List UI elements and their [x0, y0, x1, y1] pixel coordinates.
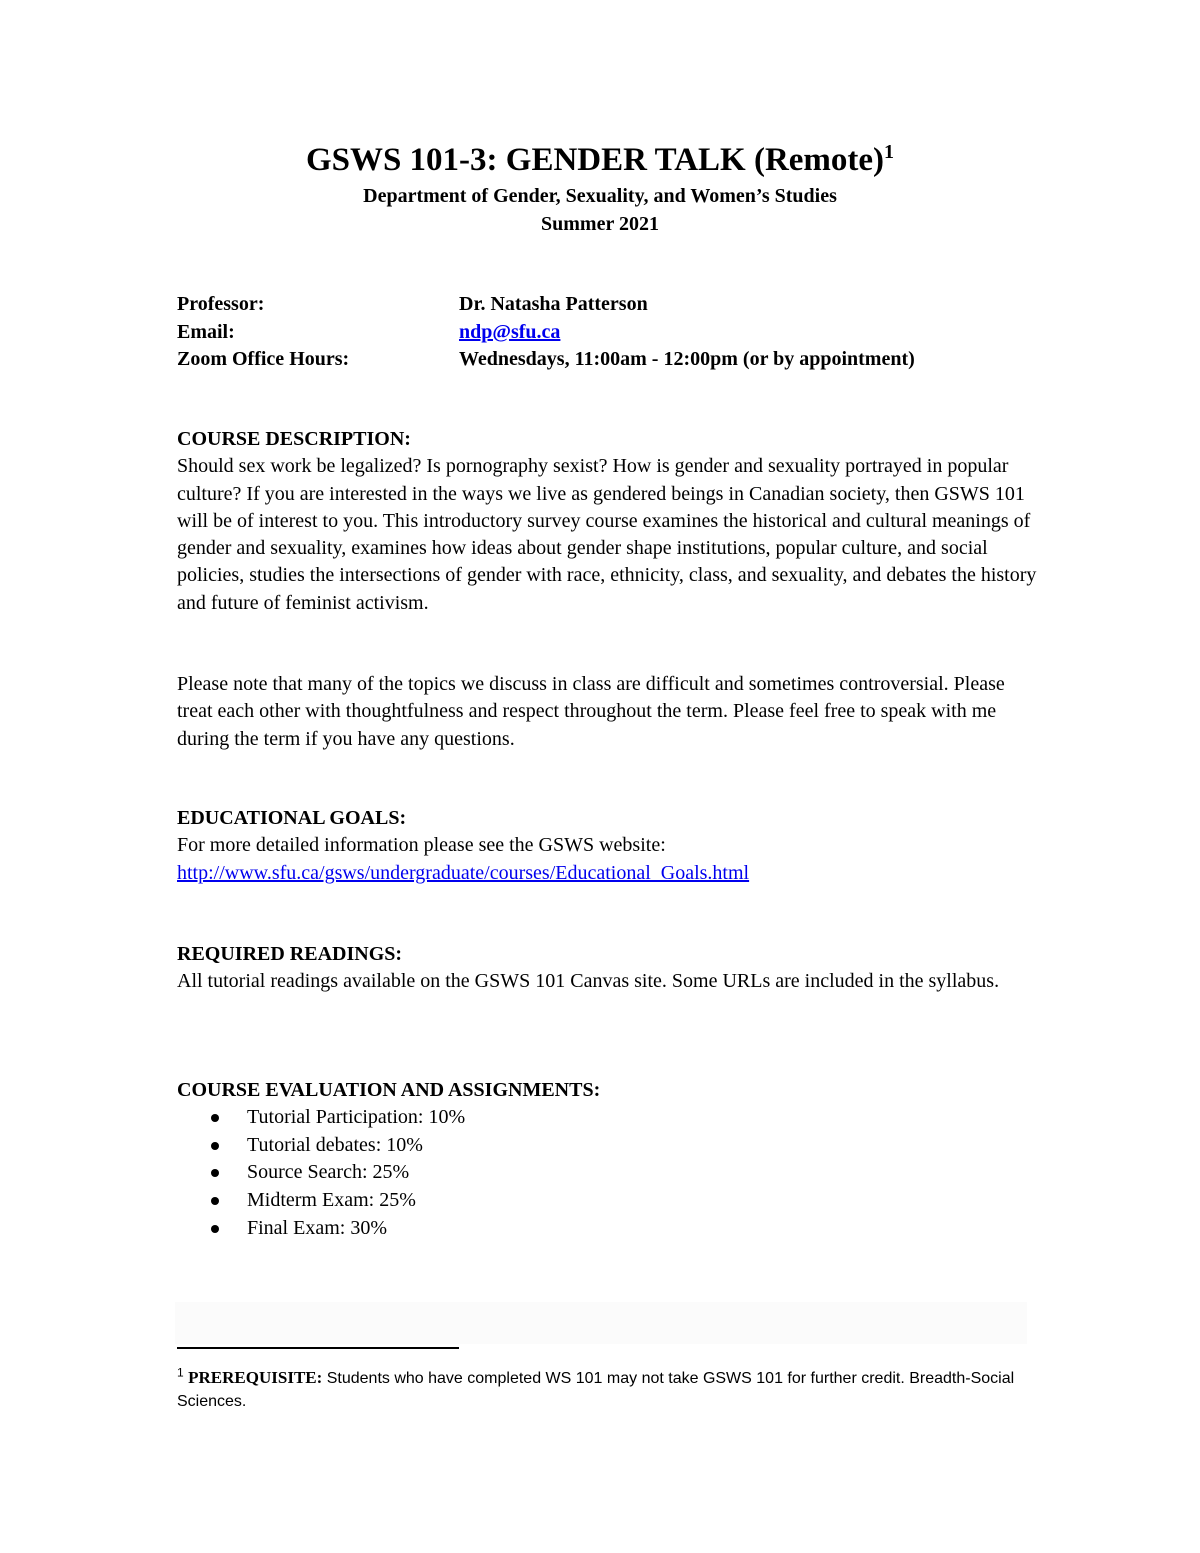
course-evaluation-section: [177, 1077, 1037, 1242]
evaluation-item-label: Source Search: 25%: [247, 1161, 410, 1184]
email-label: Email:: [177, 320, 235, 343]
course-title: [0, 136, 1200, 184]
bullet-icon: [211, 1142, 219, 1150]
list-item: [177, 1132, 1037, 1160]
email-row: [177, 319, 915, 347]
educational-goals-link[interactable]: http://www.sfu.ca/gsws/undergraduate/courses/Educational_Goals.html: [177, 861, 750, 884]
list-item: [177, 1215, 1037, 1243]
course-description-section: [177, 426, 1037, 617]
footnote-text: Students who have completed WS 101 may not take GSWS 101 for further credit. Breadth-Social Sciences.: [177, 1370, 1015, 1410]
footnote: [177, 1366, 1037, 1413]
professor-name: Dr. Natasha Patterson: [459, 293, 648, 315]
required-readings-heading: REQUIRED READINGS:: [177, 943, 403, 965]
evaluation-item-label: Tutorial debates: 10%: [247, 1133, 423, 1156]
educational-goals-section: [177, 805, 1037, 887]
shaded-band: [175, 1302, 1027, 1344]
professor-label: Professor:: [177, 293, 265, 315]
evaluation-item-label: Final Exam: 30%: [247, 1216, 387, 1239]
office-hours-value: Wednesdays, 11:00am - 12:00pm (or by appointment): [459, 348, 915, 370]
bullet-icon: [211, 1169, 219, 1177]
list-item: [177, 1187, 1037, 1215]
required-readings-text: All tutorial readings available on the GSWS 101 Canvas site. Some URLs are included in the syllabus.: [177, 970, 1000, 993]
course-description-paragraph: Should sex work be legalized? Is pornography sexist? How is gender and sexuality portrayed in popular culture? If you are interested in the ways we live as gendered beings in Canadian society, then GSWS 101 will be of interest to you. This introductory survey course examines the historical and cultural meanings of gender and sexuality, examines how ideas about gender shape institutions, popular culture, and social policies, studies the intersections of gender with race, ethnicity, class, and sexuality, and debates the history and future of feminist activism.: [177, 455, 1037, 614]
list-item: [177, 1104, 1037, 1132]
professor-row: [177, 291, 915, 319]
title-footnote-mark: 1: [884, 141, 895, 163]
evaluation-list: [177, 1104, 1037, 1242]
footnote-mark: 1: [177, 1365, 184, 1380]
bullet-icon: [211, 1114, 219, 1122]
evaluation-item-label: Tutorial Participation: 10%: [247, 1106, 466, 1129]
evaluation-item-label: Midterm Exam: 25%: [247, 1189, 416, 1212]
email-link[interactable]: ndp@sfu.ca: [459, 320, 561, 343]
department-name: Department of Gender, Sexuality, and Women’s Studies: [363, 185, 837, 207]
course-note-section: [177, 671, 1037, 753]
course-description-heading: COURSE DESCRIPTION:: [177, 428, 411, 450]
list-item: [177, 1159, 1037, 1187]
footnote-divider: [177, 1347, 459, 1349]
footnote-label: PREREQUISITE:: [188, 1368, 323, 1387]
educational-goals-text: For more detailed information please see the GSWS website:: [177, 834, 666, 857]
office-hours-row: [177, 346, 915, 374]
instructor-info: [177, 291, 915, 374]
term-label: Summer 2021: [541, 213, 659, 235]
bullet-icon: [211, 1197, 219, 1205]
course-title-text: GSWS 101-3: GENDER TALK (Remote): [305, 142, 885, 178]
course-note-paragraph: Please note that many of the topics we discuss in class are difficult and sometimes controversial. Please treat each other with thoughtfulness and respect throughout the term. Please feel free to speak with me during the term if you have any questions.: [177, 673, 1005, 750]
required-readings-section: [177, 941, 1037, 996]
bullet-icon: [211, 1225, 219, 1233]
office-hours-label: Zoom Office Hours:: [177, 348, 350, 370]
educational-goals-heading: EDUCATIONAL GOALS:: [177, 807, 407, 829]
course-evaluation-heading: COURSE EVALUATION AND ASSIGNMENTS:: [177, 1079, 601, 1101]
